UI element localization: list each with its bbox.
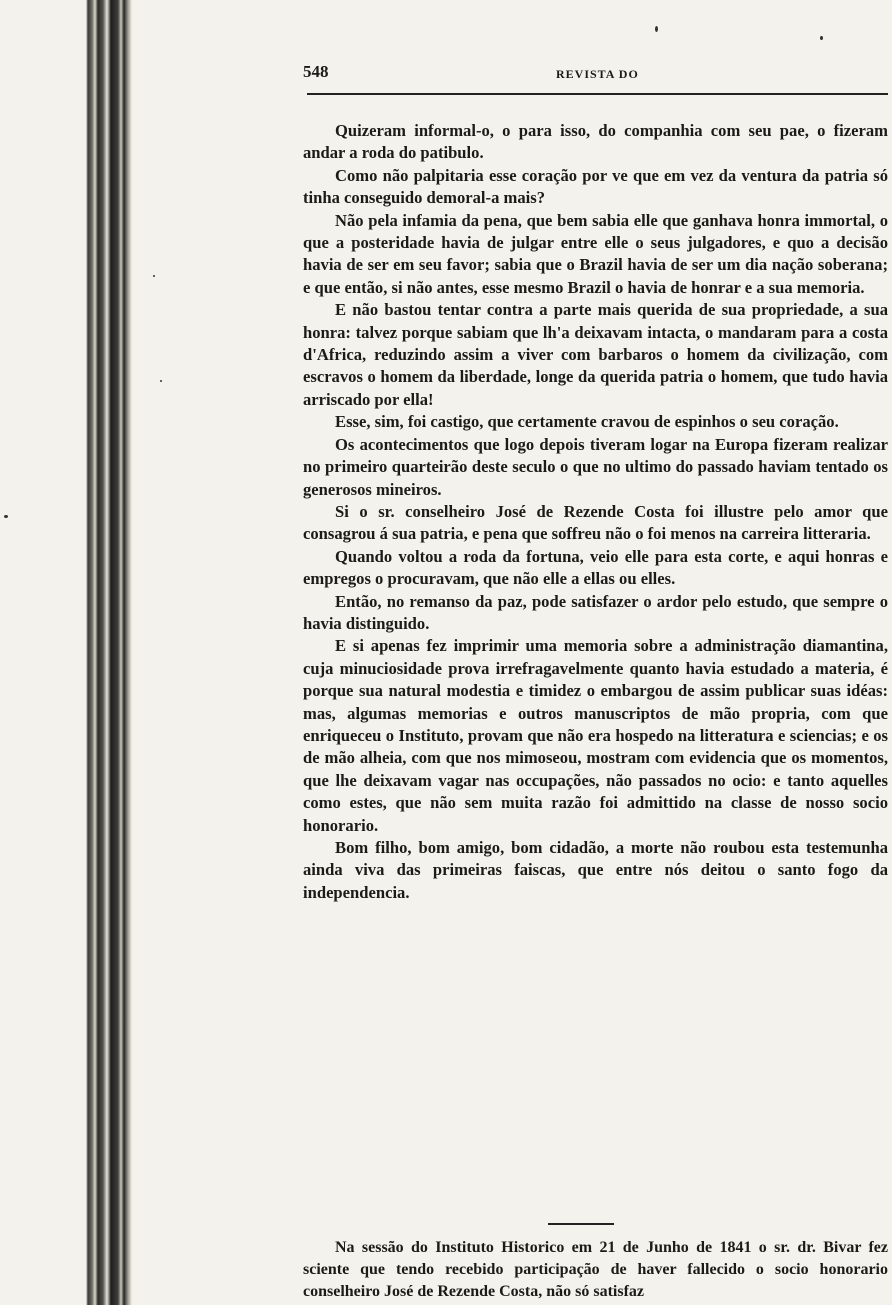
paragraph: E si apenas fez imprimir uma memoria sobre a administração diamantina, cuja minuciosidade prova irrefragavelmente quanto havia estudado a materia, é porque sua natural modestia e timidez o embargou de assim publicar suas idéas: mas, algumas memorias e outros manuscriptos de mão propria, com que enriqueceu o Instituto, provam que não era hospedo na litteratura e sciencias; e os de mão alheia, com que nos mimoseou, mostram com evidencia que os momentos, que lhe deixavam vagar nas occupações, não passados no ocio: e tanto aquelles como estes, que não sem muita razão foi admittido na classe de nosso socio honorario. [303, 636, 888, 835]
paragraph: Quizeram informal-o, o para isso, do companhia com seu pae, o fizeram andar a roda do patibulo. [303, 121, 888, 163]
running-title: REVISTA DO [556, 67, 639, 81]
paragraph: Os acontecimentos que logo depois tiveram logar na Europa fizeram realizar no primeiro quarteirão deste seculo o que no ultimo do passado haviam tentado os generosos mineiros. [303, 434, 888, 499]
footer-text [303, 1237, 888, 1303]
paragraph: Bom filho, bom amigo, bom cidadão, a morte não roubou esta testemunha ainda viva das primeiras faiscas, que entre nós deitou o santo fogo da independencia. [303, 838, 888, 902]
footer-paragraph: Na sessão do Instituto Historico em 21 de Junho de 1841 o sr. dr. Bivar fez sciente que tendo recebido participação de haver fallecido o socio honorario conselheiro José de Rezende Costa, não só satisfaz [303, 1239, 888, 1300]
header-rule [307, 93, 888, 95]
page-number: 548 [303, 62, 329, 81]
paragraph: E não bastou tentar contra a parte mais querida de sua propriedade, a sua honra: talvez porque sabiam que lh'a deixavam intacta, o mandaram para a costa d'Africa, reduzindo assim a viver com barbaros o homem da civilização, com escravos o homem da liberdade, longe da querida patria o homem, que tudo havia arriscado por ella! [303, 300, 888, 409]
section-separator [548, 1223, 614, 1225]
print-speck [820, 36, 823, 40]
print-speck [153, 275, 155, 277]
body-text [303, 120, 888, 904]
paragraph: Não pela infamia da pena, que bem sabia elle que ganhava honra immortal, o que a posteridade havia de julgar entre elle o seus julgadores, e quo a decisão havia de ser em seu favor; sabia que o Brazil havia de ser um dia nação soberana; e que então, si não antes, esse mesmo Brazil o havia de honrar e a sua memoria. [303, 210, 888, 297]
print-speck [4, 515, 8, 518]
paragraph: Quando voltou a roda da fortuna, veio elle para esta corte, e aqui honras e empregos o procuravam, que não elle a ellas ou elles. [303, 546, 888, 589]
book-binding-edge [0, 0, 132, 1305]
paragraph: Como não palpitaria esse coração por ve que em vez da ventura da patria só tinha conseguido demoral-a mais? [303, 165, 888, 208]
paragraph: Então, no remanso da paz, pode satisfazer o ardor pelo estudo, que sempre o havia distinguido. [303, 591, 888, 633]
print-speck [655, 26, 658, 32]
page-header [303, 62, 888, 90]
paragraph: Esse, sim, foi castigo, que certamente cravou de espinhos o seu coração. [335, 412, 839, 432]
print-speck [160, 380, 162, 382]
paragraph: Si o sr. conselheiro José de Rezende Costa foi illustre pelo amor que consagrou á sua patria, e pena que soffreu não o foi menos na carreira litteraria. [303, 501, 888, 544]
